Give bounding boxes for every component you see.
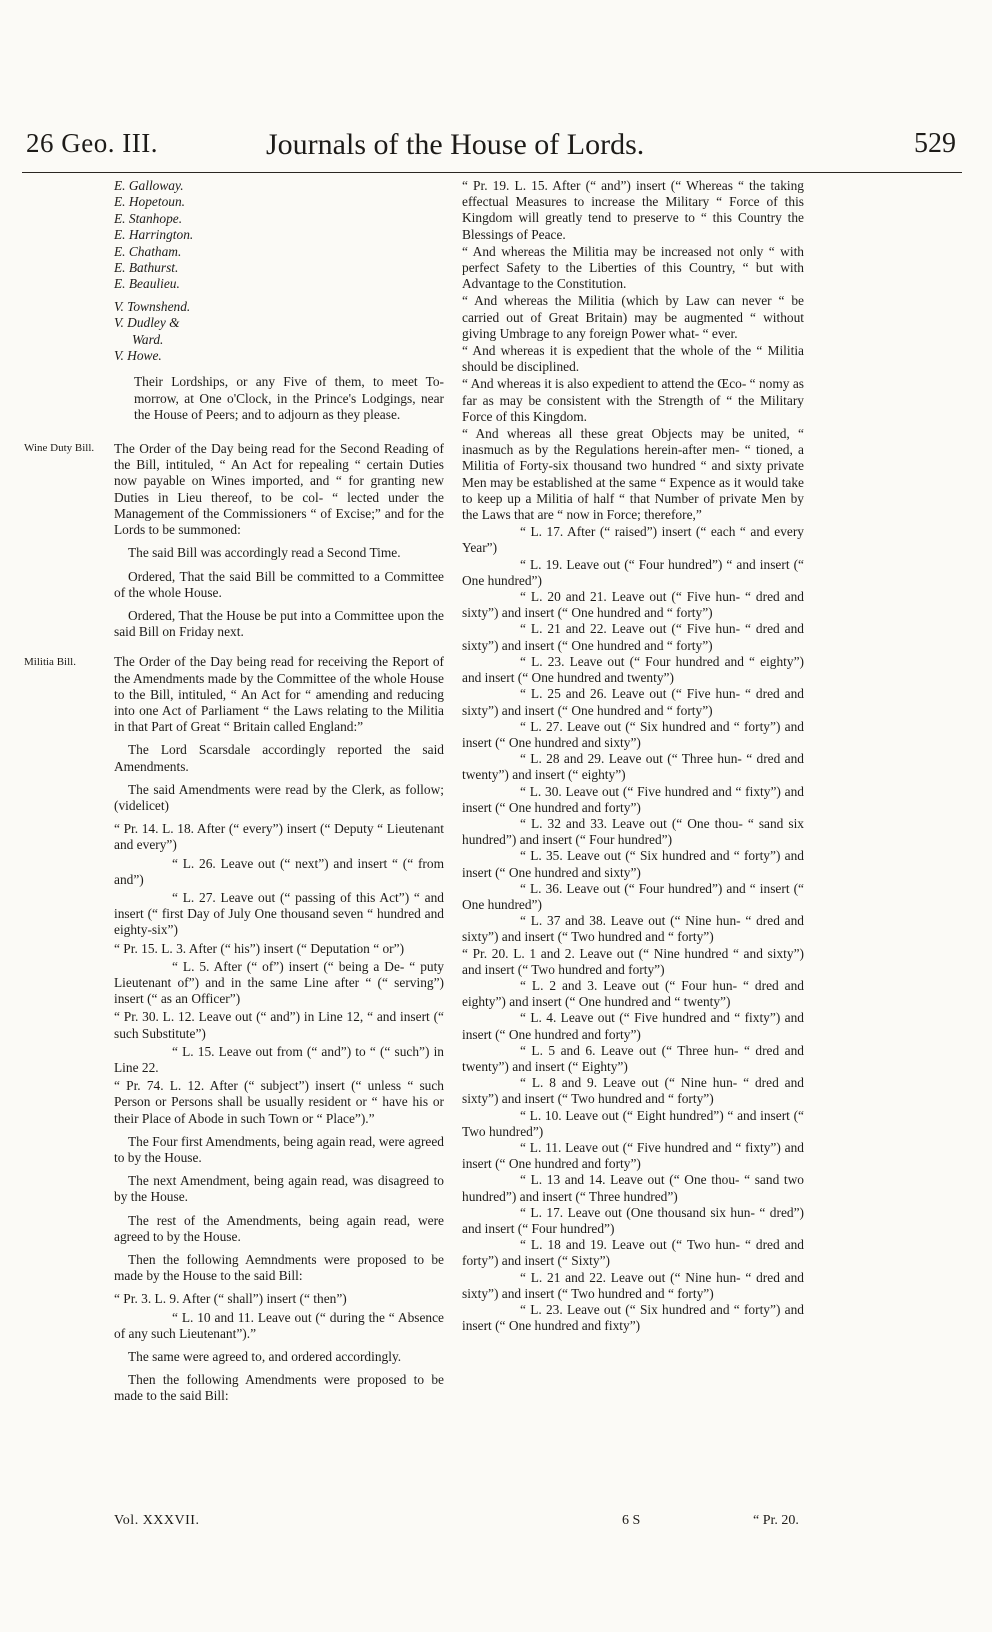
amendment-paragraph: “ Pr. 19. L. 15. After (“ and”) insert (“ Whereas “ the taking effectual Measures to increase the Military “ Force of this Kingdom will greatly tend to preserve to “ this Country the Blessings of Peace.: [462, 178, 804, 242]
amendment-line-item: “ L. 25 and 26. Leave out (“ Five hun- “ dred and sixty”) and insert (“ One hundred and “ forty”): [462, 686, 804, 718]
amendment-line-item: “ L. 32 and 33. Leave out (“ One thou- “ sand six hundred”) and insert (“ Four hundred”): [462, 815, 804, 848]
peer-howe: V. Howe.: [114, 348, 162, 364]
amendment-item: “ L. 5. After (“ of”) insert (“ being a De- “ puty Lieutenant of”) and in the same Line after “ (“ serving”) insert (“ as an Officer”): [114, 958, 444, 1007]
scarsdale-report-paragraph: The Lord Scarsdale accordingly reported the said Amendments.: [114, 742, 444, 774]
amendment-item: “ Pr. 74. L. 12. After (“ subject”) insert (“ unless “ such Person or Persons shall be usually resident or “ have his or their Place of Abode in such Town or “ Place”).”: [114, 1078, 444, 1126]
clerk-read-paragraph: The said Amendments were read by the Clerk, as follow; (videlicet): [114, 781, 444, 813]
amendment-line-item: “ L. 28 and 29. Leave out (“ Three hun- “ dred and twenty”) and insert (“ eighty”): [462, 751, 804, 783]
wine-order-paragraph: The Order of the Day being read for the Second Reading of the Bill, intituled, “ An Act for repealing “ certain Duties now payable on Wines imported, and “ for granting new Duties in Lieu thereof, to be col- “ lected under the Management of the Commissioners “ of Excise;” and for the Lords to be summoned:: [114, 441, 444, 538]
amendment-line-item: “ L. 10. Leave out (“ Eight hundred”) “ and insert (“ Two hundred”): [462, 1107, 804, 1139]
amendment-line-item: “ L. 4. Leave out (“ Five hundred and “ fixty”) and insert (“ One hundred and forty”): [462, 1010, 804, 1042]
peer-ward: Ward.: [132, 331, 164, 347]
amendment-line-item: “ L. 23. Leave out (“ Four hundred and “ eighty”) and insert (“ One hundred and twenty”): [462, 653, 804, 686]
amendment-line-item: “ L. 8 and 9. Leave out (“ Nine hun- “ dred and sixty”) and insert (“ Two hundred and “ forty”): [462, 1075, 804, 1107]
rest-amendments-paragraph: The rest of the Amendments, being again read, were agreed to by the House.: [114, 1212, 444, 1244]
amendment-paragraph: “ And whereas the Militia may be increased not only “ with perfect Safety to the Liberties of this Country, “ but with Advantage to the Constitution.: [462, 243, 804, 292]
header-rule: [22, 172, 962, 173]
peer-beaulieu: E. Beaulieu.: [114, 276, 180, 292]
margin-note-militia-bill: Militia Bill.: [24, 656, 76, 668]
peer-dudley: V. Dudley &: [114, 315, 180, 331]
amendment-line-item: “ L. 11. Leave out (“ Five hundred and “ fixty”) and insert (“ One hundred and forty”): [462, 1139, 804, 1172]
amendment-line-item: “ L. 23. Leave out (“ Six hundred and “ forty”) and insert (“ One hundred and fixty”): [462, 1302, 804, 1334]
wine-committee-paragraph: Ordered, That the House be put into a Committee upon the said Bill on Friday next.: [114, 607, 444, 640]
amendment-line-item: “ L. 5 and 6. Leave out (“ Three hun- “ dred and twenty”) and insert (“ Eighty”): [462, 1042, 804, 1074]
page-number: 529: [914, 128, 956, 159]
militia-order-paragraph: The Order of the Day being read for receiving the Report of the Amendments made by the Committee of the whole House to the Bill, intituled, “ An Act for “ amending and reducing into one Act of Parliament “ the Laws relating to the Militia in that Part of Great “ Britain called England:”: [114, 654, 444, 735]
margin-note-wine-duty-bill: Wine Duty Bill.: [24, 442, 95, 454]
peer-stanhope: E. Stanhope.: [114, 210, 183, 226]
peer-list: [114, 178, 444, 364]
amendment-line-item: “ L. 17. After (“ raised”) insert (“ each “ and every Year”): [462, 524, 804, 556]
amendment-line-item: “ L. 13 and 14. Leave out (“ One thou- “ sand two hundred”) and insert (“ Three hundred”): [462, 1172, 804, 1204]
amendment-item: “ L. 26. Leave out (“ next”) and insert “ (“ from and”): [114, 855, 444, 887]
volume-number: Vol. XXXVII.: [114, 1513, 200, 1528]
amendment-paragraph: “ And whereas it is expedient that the whole of the “ Militia should be disciplined.: [462, 343, 804, 375]
amendment-paragraph: “ And whereas it is also expedient to attend the Œco- “ nomy as far as may be consistent with the Strength of “ the Military Force of this Kingdom.: [462, 376, 804, 424]
amendment-item: “ Pr. 14. L. 18. After (“ every”) insert (“ Deputy “ Lieutenant and every”): [114, 821, 444, 853]
peer-harrington: E. Harrington.: [114, 227, 194, 243]
meeting-notice: Their Lordships, or any Five of them, to meet To-morrow, at One o'Clock, in the Prince's Lodgings, near the House of Peers; and to adjourn as they please.: [134, 374, 444, 422]
amendment-line-item: “ L. 18 and 19. Leave out (“ Two hun- “ dred and forty”) and insert (“ Sixty”): [462, 1237, 804, 1269]
right-column: [462, 178, 804, 1334]
signature-mark: 6 S: [622, 1513, 641, 1528]
peer-chatham: E. Chatham.: [114, 243, 182, 259]
amendment-line-item: “ L. 21 and 22. Leave out (“ Five hun- “ dred and sixty”) and insert (“ One hundred and “ forty”): [462, 621, 804, 653]
amendment-line-item: “ L. 17. Leave out (One thousand six hun- “ dred”) and insert (“ Four hundred”): [462, 1204, 804, 1236]
running-title: Journals of the House of Lords.: [266, 128, 645, 161]
amendment-line-item: “ L. 20 and 21. Leave out (“ Five hun- “ dred and sixty”) and insert (“ One hundred and “ forty”): [462, 589, 804, 621]
amendment-line-item: “ L. 37 and 38. Leave out (“ Nine hun- “ dred and sixty”) and insert (“ Two hundred and “ forty”): [462, 913, 804, 945]
peer-hopetoun: E. Hopetoun.: [114, 194, 186, 210]
amendment-line-item: “ L. 35. Leave out (“ Six hundred and “ forty”) and insert (“ One hundred and sixty”): [462, 848, 804, 880]
agreed-paragraph: The same were agreed to, and ordered accordingly.: [128, 1349, 402, 1365]
amendment-item: “ L. 15. Leave out from (“ and”) to “ (“ such”) in Line 22.: [114, 1043, 444, 1075]
four-first-paragraph: The Four first Amendments, being again read, were agreed to by the House.: [114, 1133, 444, 1165]
proposed-amendment-item: “ L. 10 and 11. Leave out (“ during the “ Absence of any such Lieutenant”).”: [114, 1309, 444, 1341]
amendment-line-item: “ L. 21 and 22. Leave out (“ Nine hun- “ dred and sixty”) and insert (“ Two hundred and “ forty”): [462, 1269, 804, 1301]
peer-bathurst: E. Bathurst.: [114, 260, 179, 276]
amendment-line-item: “ L. 2 and 3. Leave out (“ Four hun- “ dred and eighty”) and insert (“ One hundred and “ twenty”): [462, 977, 804, 1010]
amendment-line-item: “ Pr. 20. L. 1 and 2. Leave out (“ Nine hundred “ and sixty”) and insert (“ Two hundred and forty”): [462, 945, 804, 977]
amendment-paragraph: “ And whereas the Militia (which by Law can never “ be carried out of Great Britain) may be augmented “ without giving Umbrage to any foreign Power what- “ ever.: [462, 293, 804, 341]
proposed-paragraph: Then the following Aemndments were proposed to be made by the House to the said Bill:: [114, 1252, 444, 1284]
left-column: [114, 178, 444, 1412]
amendment-item: “ Pr. 30. L. 12. Leave out (“ and”) in Line 12, “ and insert (“ such Substitute”): [114, 1009, 444, 1041]
regnal-year: 26 Geo. III.: [26, 128, 158, 158]
wine-read-paragraph: The said Bill was accordingly read a Second Time.: [128, 545, 401, 561]
amendment-item: “ Pr. 15. L. 3. After (“ his”) insert (“ Deputation “ or”): [114, 940, 405, 956]
catchword: “ Pr. 20.: [753, 1513, 799, 1528]
amendment-line-item: “ L. 30. Leave out (“ Five hundred and “ fixty”) and insert (“ One hundred and forty”): [462, 783, 804, 815]
amendment-line-item: “ L. 27. Leave out (“ Six hundred and “ forty”) and insert (“ One hundred and sixty”): [462, 718, 804, 750]
amendment-item: “ L. 27. Leave out (“ passing of this Act”) “ and insert (“ first Day of July One thousand seven “ hundred and eighty-six”): [114, 889, 444, 938]
wine-committed-paragraph: Ordered, That the said Bill be committed to a Committee of the whole House.: [114, 568, 444, 600]
amendment-line-item: “ L. 19. Leave out (“ Four hundred”) “ and insert (“ One hundred”): [462, 556, 804, 588]
peer-townshend: V. Townshend.: [114, 298, 191, 314]
amendment-line-item: “ L. 36. Leave out (“ Four hundred”) and “ insert (“ One hundred”): [462, 880, 804, 912]
proposed-amendment-item: “ Pr. 3. L. 9. After (“ shall”) insert (“ then”): [114, 1291, 347, 1307]
amendment-paragraph: “ And whereas all these great Objects may be united, “ inasmuch as by the Regulations herein-after men- “ tioned, a Militia of Forty-six thousand two hundred “ and sixty private Men may be established at the same “ Expence as it would take to keep up a Militia of half “ that Number of private Men by the Laws that are “ now in Force; therefore,”: [462, 426, 804, 523]
peer-galloway: E. Galloway.: [114, 178, 184, 193]
page-header: [26, 128, 956, 172]
then-following-paragraph: Then the following Amendments were proposed to be made to the said Bill:: [114, 1372, 444, 1404]
next-amendment-paragraph: The next Amendment, being again read, was disagreed to by the House.: [114, 1173, 444, 1205]
